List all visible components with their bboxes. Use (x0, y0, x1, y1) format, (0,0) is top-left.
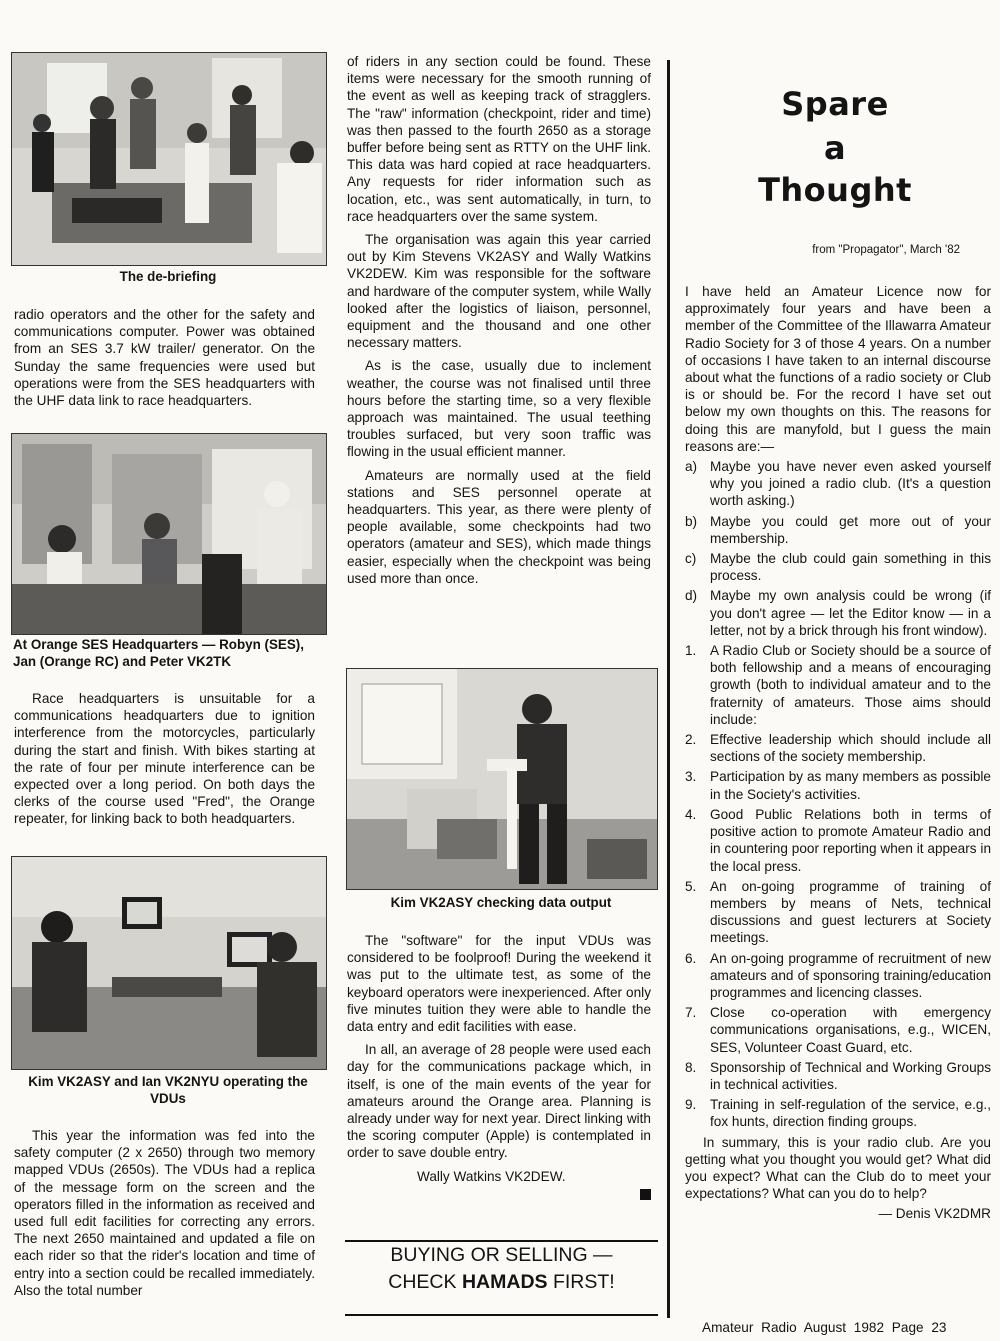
column-1-text-b (14, 690, 315, 834)
paragraph: The organisation was again this year carried out by Kim Stevens VK2ASY and Wally Watkins VK2DEW. Kim was responsible for the software and hardware of the computer system, while Wally looked after the logistics of liaison, personnel, equipment and the thousand and one other necessary matters. (347, 232, 651, 351)
paragraph: This year the information was fed into the safety computer (2 x 2650) through two memory mapped VDUs (2650s). The VDUs had a replica of the message form on the screen and the operators filled in the information as received and used full edit facilities for correcting any errors. The next 2650 maintained and updated a file on each rider so that the rider's location and time of entry into a section could be recalled immediately. Also the total number (14, 1128, 315, 1298)
ad-line-2 (345, 1269, 658, 1296)
list-item (685, 878, 991, 947)
points-list (685, 642, 991, 1130)
list-item-label: 3. (685, 769, 697, 785)
reasons-list (685, 458, 991, 639)
caption-orange-ses-hq: At Orange SES Headquarters — Robyn (SES), Jan (Orange RC) and Peter VK2TK (13, 637, 304, 669)
ad-line-2-pre: CHECK (388, 1271, 462, 1293)
author-signature: — Denis VK2DMR (878, 1206, 991, 1222)
photo-kim-data-output (346, 668, 658, 890)
paragraph: radio operators and the other for the safety and communications computer. Power was obtained from an SES 3.7 kW trailer/ generator. On the Sunday the same frequencies were used but operations were from the SES headquarters with the UHF data link to race headquarters. (14, 307, 315, 409)
caption-kim-data-output: Kim VK2ASY checking data output (390, 895, 612, 910)
paragraph: Race headquarters is unsuitable for a communications headquarters due to ignition interference from the motorcycles, particularly during the start and finish. With bikes starting at the rate of four per minute interference can be expected over a long period. On both days the clerks of the course used "Fred", the Orange repeater, for linking back to both headquarters. (14, 691, 315, 827)
ad-line-2-post: FIRST! (547, 1271, 615, 1293)
list-item-text: Close co-operation with emergency communications organisations, e.g., WICEN, SES, Volunteer Coast Guard, etc. (710, 1005, 991, 1055)
list-item (685, 587, 991, 639)
caption-de-briefing: The de-briefing (119, 269, 217, 284)
paragraph: of riders in any section could be found. These items were necessary for the smooth running of the event as well as keeping track of stragglers. The "raw" information (checkpoint, rider and time) was then passed to the fourth 2650 as a storage buffer before being sent as RTTY on the UHF link. This data was hard copied at race headquarters. Any requests for rider information such as location, etc., was sent automatically, in turn, to race headquarters over the same system. (347, 54, 651, 224)
list-item-label: 9. (685, 1097, 697, 1113)
list-item-label: a) (685, 459, 698, 475)
list-item-label: 1. (685, 643, 697, 659)
list-item-label: 5. (685, 878, 697, 894)
article-title-line-3: Thought (758, 171, 912, 209)
list-item-text: Training in self-regulation of the service, e.g., fox hunts, direction finding groups. (710, 1097, 991, 1130)
sidebar-text (685, 283, 991, 1226)
list-item (685, 731, 991, 765)
hamads-advertisement (345, 1240, 658, 1316)
paragraph: In all, an average of 28 people were used each day for the communications package which, in itself, is one of the main events of the year for amateurs around the Orange area. Planning is already under way for next year. Direct linking with the scoring computer (Apple) is contemplated in order to save double entry. (347, 1042, 651, 1161)
list-item-text: Participation by as many members as possible in the Society's activities. (710, 769, 991, 802)
list-item-text: Sponsorship of Technical and Working Groups in technical activities. (710, 1059, 991, 1092)
list-item-text: An on-going programme of training of members by means of Nets, technical discussions and guest lecturers at Society meetings. (710, 878, 991, 946)
list-item (685, 950, 991, 1002)
paragraph: As is the case, usually due to inclement weather, the course was not finalised until three hours before the starting time, so a very flexible approach was maintained. The usual teething troubles surfaced, but very soon traffic was flowing in the usual efficient manner. (347, 358, 651, 460)
list-item (685, 513, 991, 547)
column-2-text-b (347, 932, 651, 1191)
ad-line-1: BUYING OR SELLING — (390, 1244, 613, 1266)
list-item-label: 4. (685, 806, 697, 822)
list-item-text: A Radio Club or Society should be a source of both fellowship and a means of encouraging growth (both to individual amateur and to the fraternity of amateurs. Those aims should include: (710, 643, 991, 727)
list-item-label: d) (685, 588, 698, 604)
list-item-label: 7. (685, 1005, 697, 1021)
list-item (685, 768, 991, 802)
list-item-text: Good Public Relations both in terms of positive action to promote Amateur Radio and in countering poor reporting when it appears in the local press. (710, 806, 991, 874)
caption-operating-vdus: Kim VK2ASY and Ian VK2NYU operating the VDUs (28, 1074, 308, 1106)
ad-hamads: HAMADS (461, 1271, 548, 1293)
article-title-line-1: Spare (781, 85, 889, 123)
column-1-text-a (14, 306, 315, 415)
list-item-label: 8. (685, 1059, 697, 1075)
paragraph: The "software" for the input VDUs was considered to be foolproof! During the weekend it was put to the ultimate test, as some of the keyboard operators were inexperienced. After only five minutes tuition they were able to handle the data entry and edit facilities with ease. (347, 933, 651, 1035)
end-mark (640, 1189, 651, 1200)
list-item-label: c) (685, 551, 697, 567)
list-item-label: b) (685, 513, 698, 529)
photo-operating-vdus (11, 856, 327, 1070)
list-item (685, 642, 991, 728)
list-item (685, 1059, 991, 1093)
list-item (685, 806, 991, 875)
intro-paragraph: I have held an Amateur Licence now for approximately four years and have been a member of the Committee of the Illawarra Amateur Radio Society for 3 of those 4 years. On a number of occasions I have taken to an internal discourse about what the functions of a radio society or Club is or should be. For the record I have set out below my own thoughts on this. The reasons for doing this are manyfold, but I guess the main reasons are:— (685, 284, 991, 454)
column-2-text-a (347, 53, 651, 593)
list-item (685, 458, 991, 510)
list-item-label: 2. (685, 732, 697, 748)
column-1-text-c (14, 1127, 315, 1305)
signature: Wally Watkins VK2DEW. (417, 1168, 566, 1184)
column-divider (667, 60, 670, 1318)
list-item-text: Maybe the club could gain something in this process. (710, 551, 991, 584)
list-item-text: Maybe you have never even asked yourself why you joined a radio club. (It's a question worth asking.) (710, 459, 991, 509)
article-source: from "Propagator", March '82 (812, 244, 960, 256)
article-title-line-2: a (823, 129, 847, 167)
list-item (685, 1096, 991, 1130)
photo-de-briefing (11, 52, 327, 266)
list-item (685, 1004, 991, 1056)
list-item (685, 550, 991, 584)
list-item-label: 6. (685, 950, 697, 966)
list-item-text: Maybe you could get more out of your membership. (710, 513, 991, 546)
page-footer: Amateur Radio August 1982 Page 23 (702, 1320, 947, 1335)
paragraph: Amateurs are normally used at the field stations and SES personnel operate at headquarters. This year, as there were plenty of people available, some checkpoints had two operators (amateur and SES), which made things easier, especially when the checkpoint was being used more than once. (347, 467, 651, 586)
list-item-text: Maybe my own analysis could be wrong (if you don't agree — let the Editor know — in a letter, not by a brick through his front window). (710, 588, 991, 638)
list-item-text: An on-going programme of recruitment of new amateurs and of sponsoring training/education programmes and licencing classes. (710, 950, 991, 1000)
summary-paragraph: In summary, this is your radio club. Are you getting what you thought you would get? What did you expect? What can the Club do to meet your expectations? What can you do to help? (685, 1134, 991, 1202)
list-item-text: Effective leadership which should include all sections of the society membership. (710, 732, 991, 765)
photo-orange-ses-hq (11, 433, 327, 635)
